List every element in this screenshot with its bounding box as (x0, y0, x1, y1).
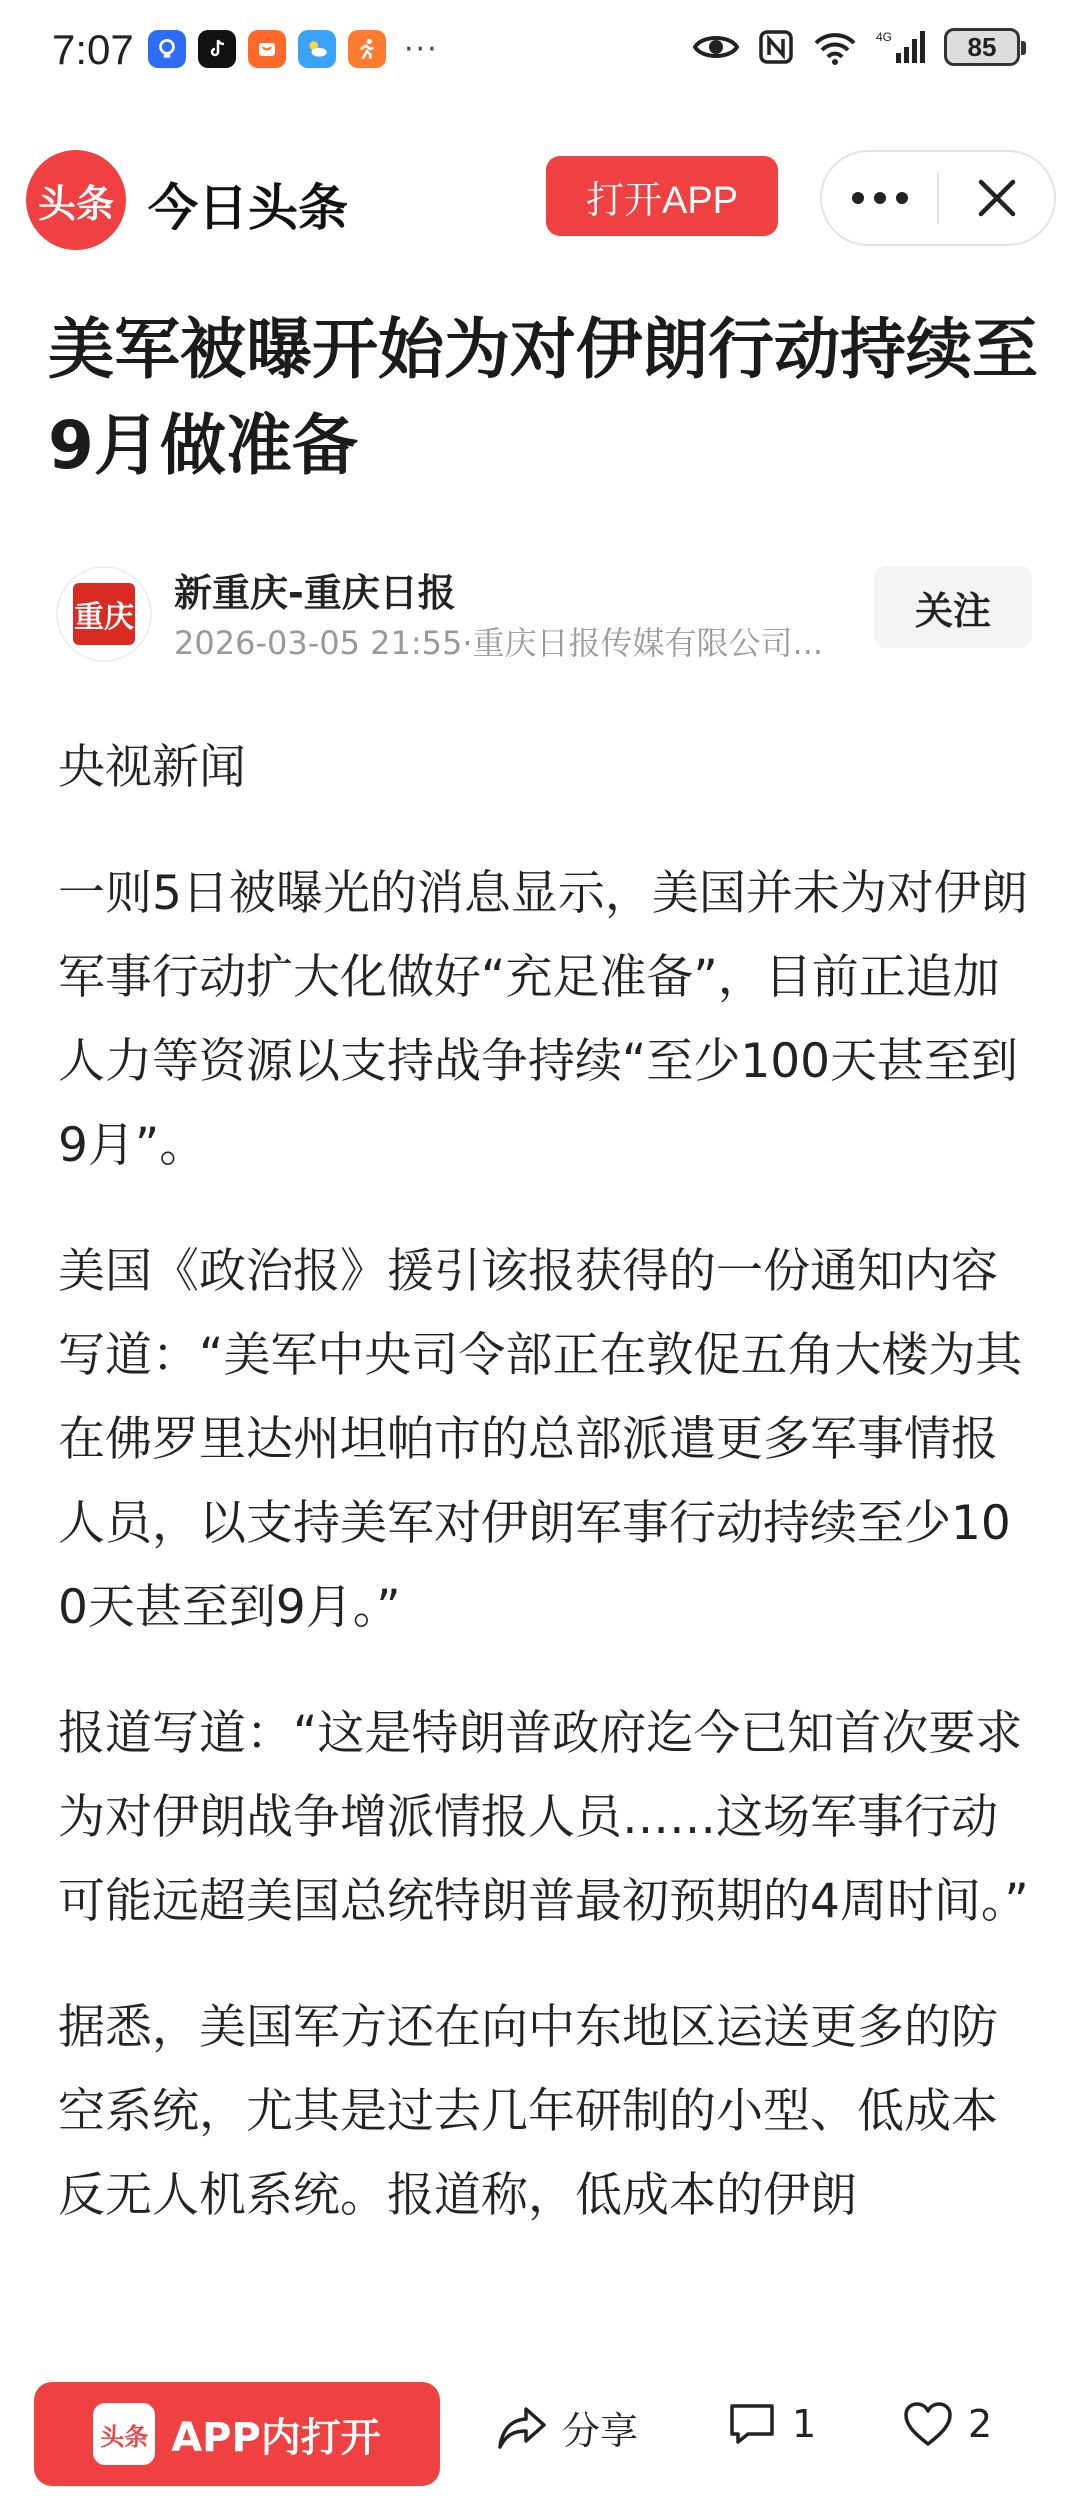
header (0, 140, 1080, 260)
article-body (58, 726, 1038, 2280)
open-app-button[interactable]: 打开APP (546, 156, 778, 236)
share-icon (496, 2405, 548, 2451)
author-row (56, 562, 1036, 662)
comment-count: 1 (792, 2402, 817, 2446)
share-button[interactable] (496, 2400, 638, 2455)
bulb-app-icon (148, 30, 186, 68)
follow-button[interactable]: 关注 (874, 566, 1032, 648)
status-time: 7:07 (52, 26, 134, 73)
comment-icon (726, 2400, 778, 2448)
nfc-icon (758, 29, 794, 65)
comment-button[interactable] (726, 2400, 816, 2448)
toutiao-small-logo: 头条 (93, 2403, 155, 2465)
heart-icon (902, 2400, 954, 2448)
article-title: 美军被曝开始为对伊朗行动持续至9月做准备 (48, 311, 1038, 484)
bottom-bar (0, 2364, 1080, 2504)
weather-app-icon (298, 30, 336, 68)
runner-app-icon (348, 30, 386, 68)
author-name[interactable]: 新重庆-重庆日报 (174, 571, 456, 615)
more-notifications-icon: ··· (404, 31, 439, 67)
author-avatar-logo: 重庆 (73, 583, 135, 645)
status-indicators (692, 28, 1020, 66)
eye-icon (692, 30, 740, 64)
share-label: 分享 (562, 2409, 639, 2453)
mini-program-capsule (820, 150, 1056, 246)
more-dots-icon (850, 190, 910, 206)
toutiao-logo: 头条 (26, 150, 126, 250)
like-count: 2 (968, 2402, 993, 2446)
article-paragraph: 央视新闻 (58, 740, 246, 795)
close-button[interactable] (939, 152, 1054, 244)
like-button[interactable] (902, 2400, 992, 2448)
status-bar (0, 0, 1080, 110)
article-paragraph: 报道写道：“这是特朗普政府迄今已知首次要求为对伊朗战争增派情报人员……这场军事行动可能远超美国总统特朗普最初预期的4周时间。” (58, 1706, 1029, 1929)
wifi-icon (812, 29, 858, 65)
battery-indicator: 85 (944, 28, 1020, 66)
close-icon (975, 176, 1019, 220)
author-avatar[interactable] (56, 566, 152, 662)
more-button[interactable] (822, 152, 937, 244)
shop-app-icon (248, 30, 286, 68)
article-paragraph: 一则5日被曝光的消息显示，美国并未为对伊朗军事行动扩大化做好“充足准备”，目前正追加人力等资源以支持战争持续“至少100天甚至到9月”。 (58, 866, 1028, 1173)
tiktok-app-icon (198, 30, 236, 68)
open-in-app-label: APP内打开 (171, 2414, 381, 2461)
author-meta: 2026-03-05 21:55·重庆日报传媒有限公司... (174, 624, 824, 662)
status-app-icons (148, 30, 439, 68)
svg-text:4G: 4G (876, 30, 893, 44)
signal-icon (876, 29, 926, 65)
article-paragraph: 据悉，美国军方还在向中东地区运送更多的防空系统，尤其是过去几年研制的小型、低成本反无人机系统。报道称，低成本的伊朗 (58, 2000, 998, 2223)
site-name: 今日头条 (148, 179, 348, 237)
article-paragraph: 美国《政治报》援引该报获得的一份通知内容写道：“美军中央司令部正在敦促五角大楼为其在佛罗里达州坦帕市的总部派遣更多军事情报人员，以支持美军对伊朗军事行动持续至少100天甚至到9月。” (58, 1244, 1023, 1635)
open-in-app-button[interactable] (34, 2382, 440, 2486)
